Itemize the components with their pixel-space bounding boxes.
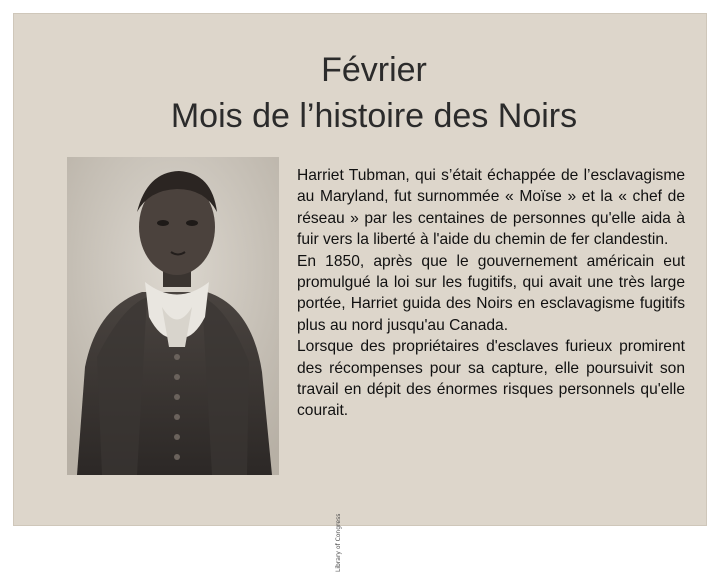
photo-credit: Library of Congress [335,513,342,572]
slide-title-line-1: Février [321,51,427,89]
paragraph-1: Harriet Tubman, qui s’était échappée de l’esclavagisme au Maryland, fut surnommée « Moïse » et la « chef de réseau » par les centaines de personnes qu'elle aida à fuir vers la liberté à l'aide du chemin de fer clandestin. [297,167,685,249]
slide-title-line-2: Mois de l’histoire des Noirs [170,97,578,135]
body-text [297,165,685,422]
portrait-illustration [67,157,279,475]
paragraph-2: En 1850, après que le gouvernement américain eut promulgué la loi sur les fugitifs, qui avait une très large portée, Harriet guida des Noirs en esclavagisme fugitifs plus au nord jusqu'au Canada. [297,252,685,334]
paragraph-3: Lorsque des propriétaires d'esclaves furieux promirent des récompenses pour sa capture, elle poursuivit son travail en dépit des énormes risques personnels qu'elle courait. [297,338,685,420]
portrait-photo [67,157,342,572]
